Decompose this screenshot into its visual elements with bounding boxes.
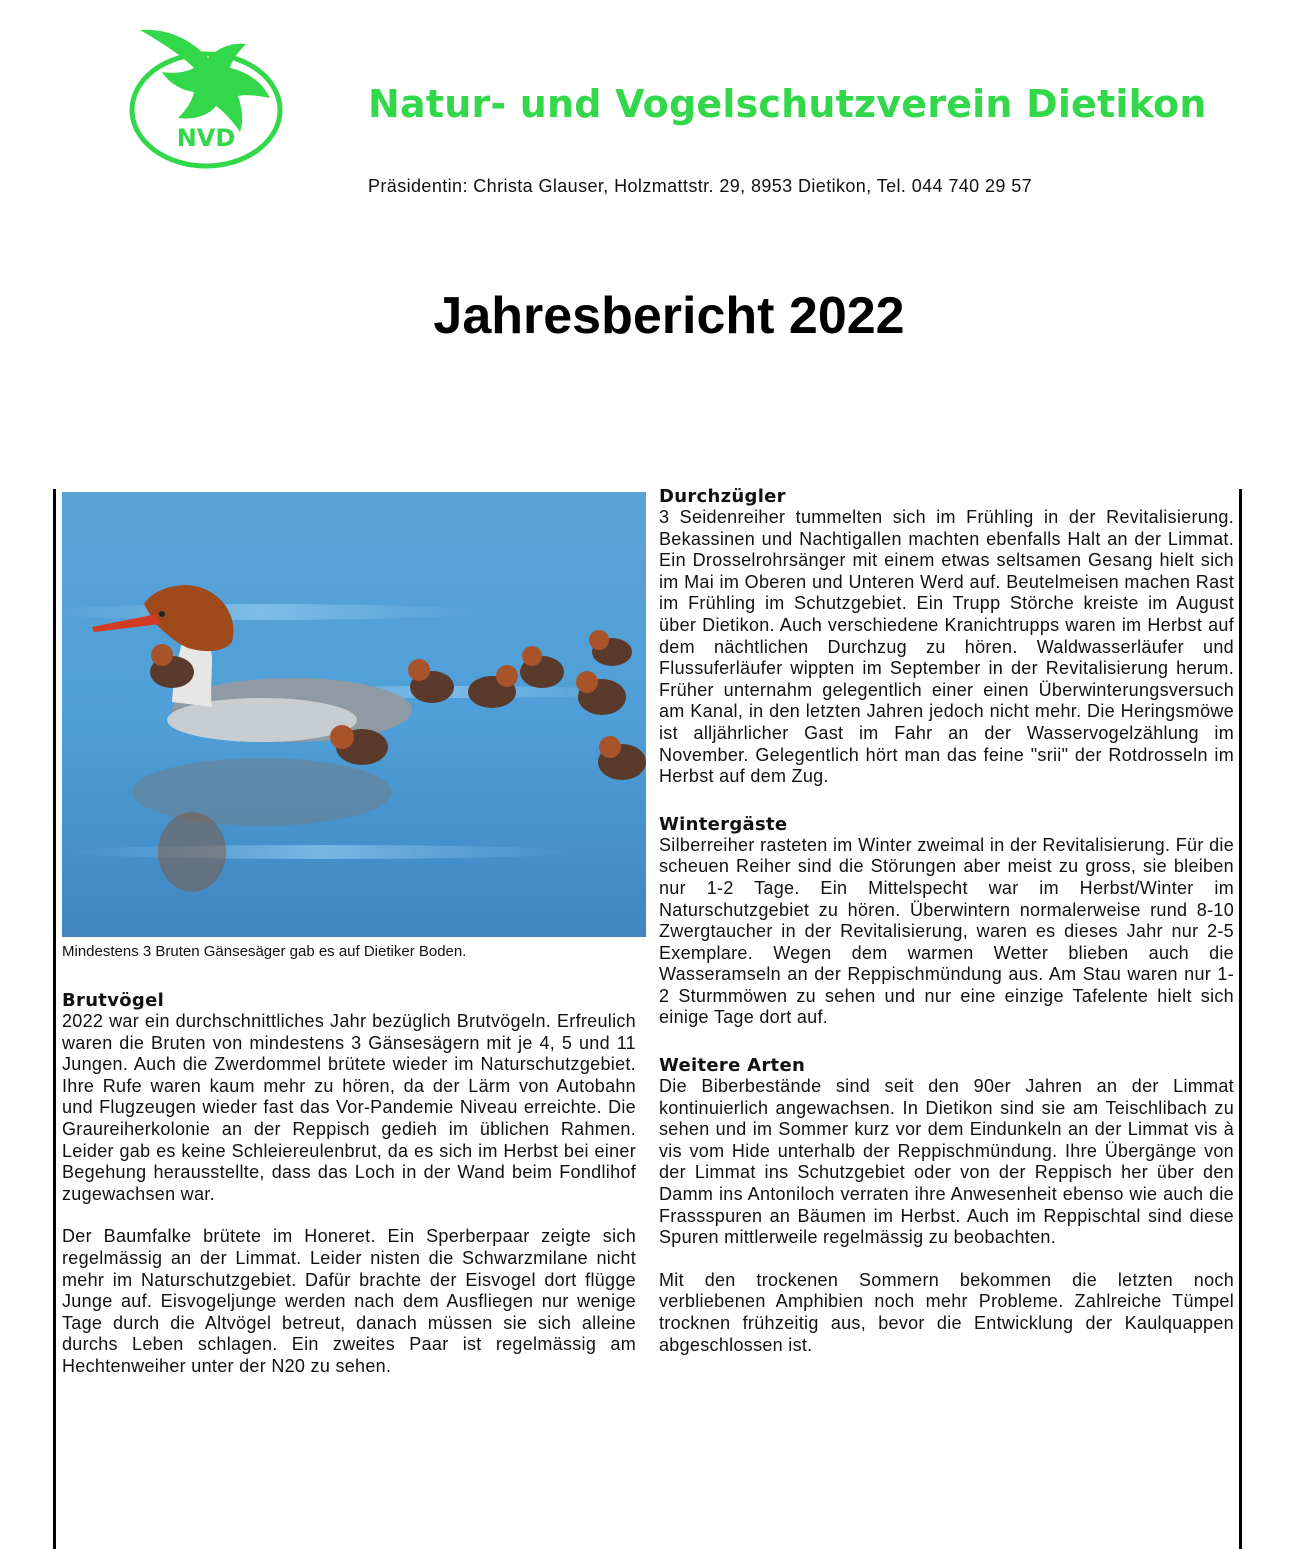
section-paragraph: Mit den trockenen Sommern bekommen die letzten noch verbliebenen Amphibien noch mehr Probleme. Zahlreiche Tümpel trocknen frühzeitig aus, bevor die Entwicklung der Kaulquappen abgeschlossen ist. <box>659 1269 1234 1355</box>
section-paragraph: Die Biberbestände sind seit den 90er Jahren an der Limmat kontinuierlich angewachsen. In Dietikon sind sie am Teischlibach zu sehen und im Sommer kurz vor dem Eindunkeln an der Limmat vis à vis vom Hide unterhalb der Reppischmündung. Ihre Übergänge von der Limmat ins Schutzgebiet oder von der Reppisch her über den Damm ins Antoniloch verraten ihre Anwesenheit ebenso wie auch die Frassspuren an Bäumen im Herbst. Auch im Reppischtal sind diese Spuren mittlerweile regelmässig zu beobachten. <box>659 1076 1234 1248</box>
section-paragraph: Silberreiher rasteten im Winter zweimal in der Revitalisierung. Für die scheuen Reiher sind die Störungen aber meist zu gross, sie bleiben nur 1-2 Tage. Ein Mittelspecht war im Herbst/Winter im Naturschutzgebiet zu hören. Überwintern normalerweise rund 8-10 Zwergtaucher in der Revitalisierung, waren es dieses Jahr nur 2-5 Exemplare. Wegen dem warmen Wetter blieben auch die Wasseramseln an der Reppischmündung aus. Am Stau waren nur 1-2 Sturmmöwen zu sehen und nur eine einzige Tafelente hielt sich einige Tage dort auf. <box>659 834 1234 1028</box>
nvd-logo <box>120 20 290 170</box>
photo-caption: Mindestens 3 Bruten Gänsesäger gab es auf Dietiker Boden. <box>62 943 467 960</box>
section-paragraph: 2022 war ein durchschnittliches Jahr bezüglich Brutvögeln. Erfreulich waren die Bruten von mindestens 3 Gänsesägern mit je 4, 5 und 11 Jungen. Auch die Zwerdommel brütete wieder im Naturschutzgebiet. Ihre Rufe waren kaum mehr zu hören, da der Lärm von Autobahn und Flugzeugen wieder fast das Vor-Pandemie Niveau erreichte. Die Graureiherkolonie an der Reppisch gedieh im üblichen Rahmen. Leider gab es keine Schleiereulenbrut, da es sich im Herbst bei einer Begehung herausstellte, dass das Loch in der Wand beim Fondlihof zugewachsen war. <box>62 1011 636 1204</box>
president-contact: Präsidentin: Christa Glauser, Holzmattstr. 29, 8953 Dietikon, Tel. 044 740 29 57 <box>368 176 1033 196</box>
section-durchzuegler <box>659 486 1234 788</box>
section-wintergaeste <box>659 814 1234 1029</box>
logo-text: NVD <box>176 124 236 152</box>
section-paragraph: 3 Seidenreiher tummelten sich im Frühling in der Revitalisierung. Bekassinen und Nachtigallen machten ebenfalls Halt an der Limmat. Ein Drosselrohrsänger mit einem etwas seltsamen Gesang hielt sich im Mai im Oberen und Unteren Werd auf. Beutelmeisen machen Rast im Frühling im Schutzgebiet. Ein Trupp Störche kreiste im August über Dietikon. Auch verschiedene Kranichtrupps waren im Herbst auf dem nächtlichen Durchzug zu hören. Waldwasserläufer und Flussuferläufer wippten im September in der Revitalisierung herum. Früher unternahm gelegentlich einer einen Überwinterungsversuch am Kanal, in den letzten Jahren jedoch nicht mehr. Die Heringsmöwe ist alljährlicher Gast im Fahr an der Wasservogelzählung im November. Gelegentlich hört man das feine "srii" der Rotdrosseln im Herbst auf dem Zug. <box>659 507 1234 787</box>
right-column <box>659 486 1234 1356</box>
column-rule-right <box>1239 489 1242 1549</box>
section-brutvoegel <box>62 990 636 1378</box>
org-name: Natur- und Vogelschutzverein Dietikon <box>368 82 1207 126</box>
section-paragraph: Der Baumfalke brütete im Honeret. Ein Sperberpaar zeigte sich regelmässig an der Limmat. Leider nisten die Schwarzmilane nicht mehr im Naturschutzgebiet. Dafür brachte der Eisvogel dort flügge Junge auf. Eisvogeljunge werden nach dem Ausfliegen nur wenige Tage durch die Altvögel betreut, danach müssen sie sich alleine durchs Leben schlagen. Ein zweites Paar ist regelmässig am Hechtenweiher unter der N20 zu sehen. <box>62 1226 636 1376</box>
section-heading: Brutvögel <box>62 990 165 1011</box>
column-rule-left <box>53 489 56 1549</box>
report-title: Jahresbericht 2022 <box>433 287 905 345</box>
section-heading: Wintergäste <box>659 813 788 835</box>
section-weitere-arten <box>659 1055 1234 1356</box>
section-heading: Durchzügler <box>659 486 786 507</box>
merganser-photo <box>62 492 646 937</box>
section-heading: Weitere Arten <box>659 1055 806 1077</box>
left-column <box>62 990 636 1378</box>
